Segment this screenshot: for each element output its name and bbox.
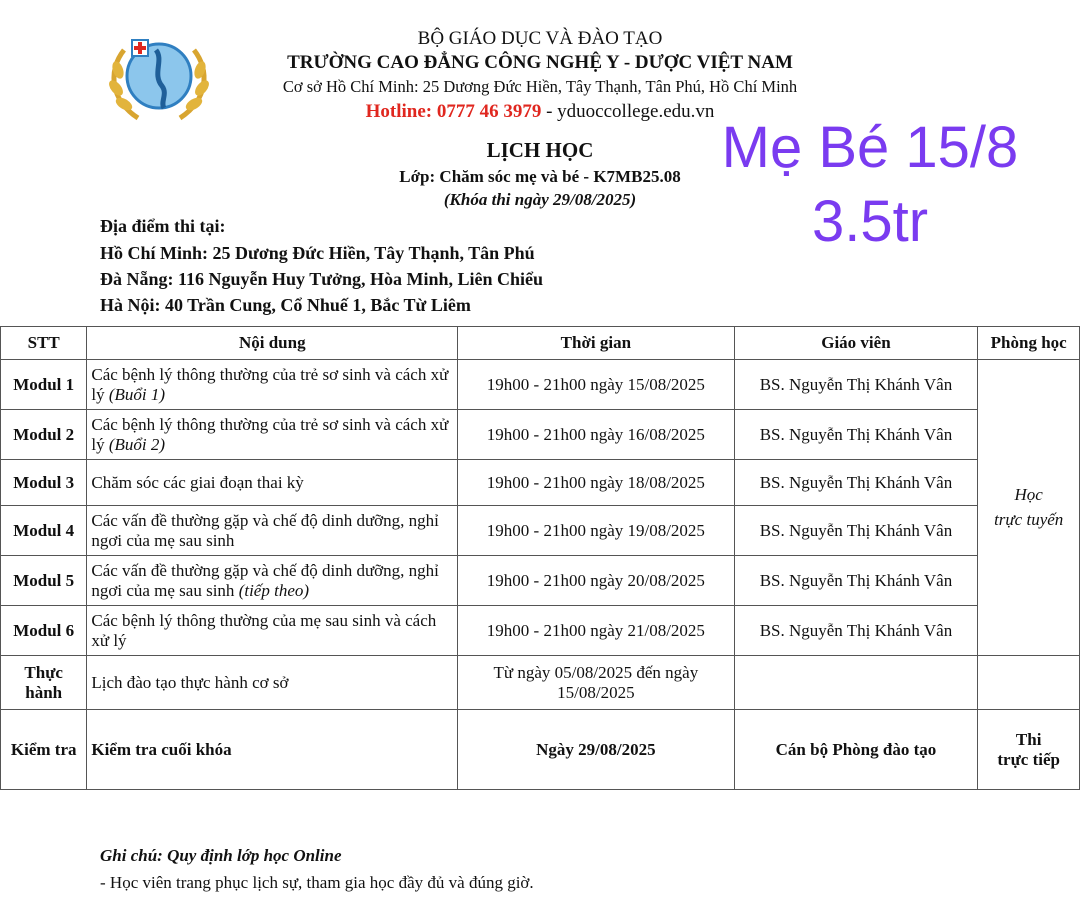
table-row (1, 606, 1080, 656)
row-stt: Modul 6 (1, 606, 87, 656)
content-text: Chăm sóc các giai đoạn thai kỳ (91, 472, 304, 492)
row-teacher: Cán bộ Phòng đào tạo (734, 710, 978, 790)
row-stt: Modul 2 (1, 410, 87, 460)
overlay-price: 3.5tr (811, 189, 929, 254)
online-room-cell (978, 360, 1080, 656)
room-line: Học (1014, 484, 1043, 504)
content-text: Các vấn đề thường gặp và chế độ dinh dưỡng, nghỉ ngơi của mẹ sau sinh (91, 510, 439, 550)
row-content (87, 360, 458, 410)
content-text: Các bệnh lý thông thường của trẻ sơ sinh và cách xử lý (91, 414, 449, 454)
content-text: Các vấn đề thường gặp và chế độ dinh dưỡng, nghỉ ngơi của mẹ sau sinh (91, 560, 439, 600)
row-content (87, 556, 458, 606)
row-teacher: BS. Nguyễn Thị Khánh Vân (734, 360, 978, 410)
room-line: trực tiếp (997, 749, 1060, 769)
table-row (1, 360, 1080, 410)
school-address: Cơ sở Hồ Chí Minh: 25 Dương Đức Hiền, Tây Thạnh, Tân Phú, Hồ Chí Minh (282, 77, 798, 96)
row-stt: Modul 5 (1, 556, 87, 606)
row-stt: Modul 1 (1, 360, 87, 410)
location-hcm: Hồ Chí Minh: 25 Dương Đức Hiền, Tây Thạnh, Tân Phú (100, 243, 535, 263)
content-text: Các bệnh lý thông thường của mẹ sau sinh và cách xử lý (91, 610, 437, 650)
exam-date: (Khóa thi ngày 29/08/2025) (443, 190, 637, 209)
class-name: Lớp: Chăm sóc mẹ và bé - K7MB25.08 (399, 167, 681, 186)
table-row (1, 410, 1080, 460)
header-time: Thời gian (458, 327, 734, 360)
content-text: Các bệnh lý thông thường của trẻ sơ sinh và cách xử lý (91, 364, 449, 404)
row-content (87, 410, 458, 460)
row-time: 19h00 - 21h00 ngày 18/08/2025 (458, 460, 734, 506)
table-header-row (1, 327, 1080, 360)
header-content: Nội dung (87, 327, 458, 360)
website: - yduoccollege.edu.vn (541, 101, 715, 122)
ministry-name: BỘ GIÁO DỤC VÀ ĐÀO TẠO (417, 28, 663, 49)
table-row (1, 460, 1080, 506)
school-name: TRƯỜNG CAO ĐẲNG CÔNG NGHỆ Y - DƯỢC VIỆT NAM (287, 52, 793, 73)
row-teacher: BS. Nguyễn Thị Khánh Vân (734, 556, 978, 606)
row-teacher: BS. Nguyễn Thị Khánh Vân (734, 506, 978, 556)
row-teacher (734, 656, 978, 710)
room-line: trực tuyến (994, 509, 1064, 529)
content-note: (Buổi 1) (108, 384, 166, 404)
row-content: Kiểm tra cuối khóa (87, 710, 458, 790)
room-line: Thi (1015, 729, 1042, 749)
locations-heading: Địa điểm thi tại: (100, 216, 226, 236)
content-note: (tiếp theo) (238, 580, 310, 600)
location-danang: Đà Nẵng: 116 Nguyễn Huy Tưởng, Hòa Minh, Liên Chiểu (100, 269, 544, 289)
row-room (978, 656, 1080, 710)
exam-room-cell (978, 710, 1080, 790)
row-time: Từ ngày 05/08/2025 đến ngày 15/08/2025 (458, 656, 734, 710)
table-row (1, 556, 1080, 606)
practice-row (1, 656, 1080, 710)
row-teacher: BS. Nguyễn Thị Khánh Vân (734, 606, 978, 656)
location-hanoi: Hà Nội: 40 Trần Cung, Cổ Nhuế 1, Bắc Từ Liêm (100, 295, 471, 315)
row-teacher: BS. Nguyễn Thị Khánh Vân (734, 460, 978, 506)
notes-title: Ghi chú: Quy định lớp học Online (100, 846, 342, 865)
row-time: 19h00 - 21h00 ngày 20/08/2025 (458, 556, 734, 606)
row-content: Lịch đào tạo thực hành cơ sở (87, 656, 458, 710)
hotline: Hotline: 0777 46 3979 (365, 101, 542, 122)
school-logo (104, 30, 214, 124)
row-time: 19h00 - 21h00 ngày 16/08/2025 (458, 410, 734, 460)
row-content (87, 460, 458, 506)
exam-row (1, 710, 1080, 790)
row-stt: Modul 4 (1, 506, 87, 556)
header-room: Phòng học (978, 327, 1080, 360)
schedule-table (0, 326, 1080, 790)
row-content (87, 606, 458, 656)
notes-line: - Học viên trang phục lịch sự, tham gia học đầy đủ và đúng giờ. (100, 873, 534, 892)
overlay-course-tag: Mẹ Bé 15/8 (721, 115, 1019, 180)
row-time: Ngày 29/08/2025 (458, 710, 734, 790)
page-title: LỊCH HỌC (486, 138, 594, 162)
row-time: 19h00 - 21h00 ngày 19/08/2025 (458, 506, 734, 556)
table-row (1, 506, 1080, 556)
row-stt: Kiểm tra (1, 710, 87, 790)
row-time: 19h00 - 21h00 ngày 21/08/2025 (458, 606, 734, 656)
header-stt: STT (1, 327, 87, 360)
header-teacher: Giáo viên (734, 327, 978, 360)
row-stt: Thực hành (1, 656, 87, 710)
row-teacher: BS. Nguyễn Thị Khánh Vân (734, 410, 978, 460)
content-note: (Buổi 2) (108, 434, 166, 454)
row-content (87, 506, 458, 556)
medical-cross-icon (132, 40, 148, 56)
row-stt: Modul 3 (1, 460, 87, 506)
row-time: 19h00 - 21h00 ngày 15/08/2025 (458, 360, 734, 410)
